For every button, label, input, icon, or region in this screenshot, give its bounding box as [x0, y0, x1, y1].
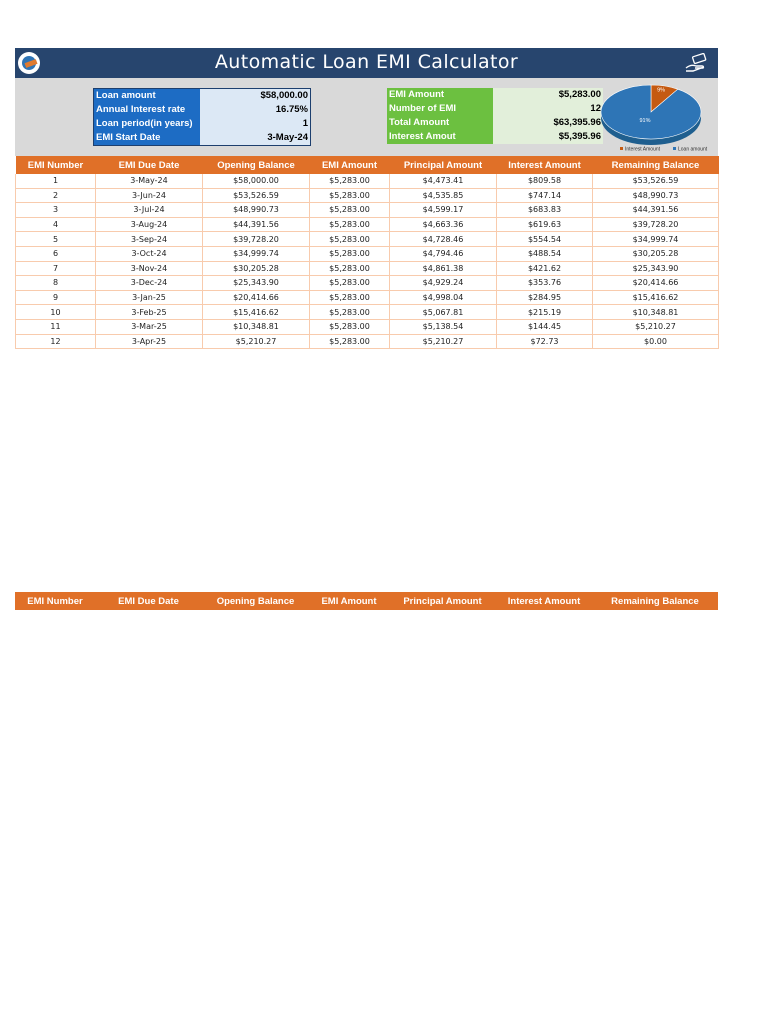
table-cell: $34,999.74	[593, 232, 719, 247]
table-cell: $5,283.00	[310, 261, 390, 276]
column-header: Opening Balance	[203, 156, 310, 174]
table-header-row	[16, 156, 719, 174]
table-cell: 1	[16, 174, 96, 188]
loan-inputs	[93, 88, 311, 146]
summary-row-number-of-emi	[387, 102, 603, 116]
table-cell: 3	[16, 203, 96, 218]
table-cell: $215.19	[497, 305, 593, 320]
summary-label: Total Amount	[387, 116, 493, 130]
pie-data-label: 9%	[657, 87, 666, 94]
table-cell: $144.45	[497, 319, 593, 334]
table-row	[16, 319, 719, 334]
table-cell: 2	[16, 188, 96, 203]
table-cell: $53,526.59	[203, 188, 310, 203]
table-cell: 3-Jun-24	[96, 188, 203, 203]
table-cell: $5,283.00	[310, 305, 390, 320]
table-cell: $4,998.04	[390, 290, 497, 305]
legend-entry: Interest Amount	[625, 146, 661, 153]
table-cell: $5,283.00	[310, 334, 390, 349]
table-cell: 3-Sep-24	[96, 232, 203, 247]
input-row-loan-amount	[94, 89, 310, 103]
table-cell: $353.76	[497, 276, 593, 291]
input-label: Annual Interest rate	[94, 103, 200, 117]
table-cell: $58,000.00	[203, 174, 310, 188]
table-cell: $0.00	[593, 334, 719, 349]
table-cell: 10	[16, 305, 96, 320]
column-header: Interest Amount	[496, 592, 592, 610]
table-cell: 3-Jul-24	[96, 203, 203, 218]
start-date-field[interactable]: 3-May-24	[200, 131, 310, 145]
table-cell: $44,391.56	[593, 203, 719, 218]
table-cell: $39,728.20	[593, 217, 719, 232]
table-cell: $10,348.81	[593, 305, 719, 320]
table-cell: $34,999.74	[203, 246, 310, 261]
legend-swatch	[620, 147, 623, 150]
table-cell: $4,473.41	[390, 174, 497, 188]
column-header: Interest Amount	[497, 156, 593, 174]
calculator-panel	[15, 78, 718, 156]
table-cell: $4,535.85	[390, 188, 497, 203]
table-cell: $72.73	[497, 334, 593, 349]
table-header-row	[15, 592, 718, 610]
pie-slice-2	[601, 85, 701, 139]
table-cell: $683.83	[497, 203, 593, 218]
column-header: Principal Amount	[390, 156, 497, 174]
table-cell: $4,794.46	[390, 246, 497, 261]
loan-summary	[387, 88, 603, 144]
table-cell: $25,343.90	[203, 276, 310, 291]
legend-swatch	[673, 147, 676, 150]
interest-rate-field[interactable]: 16.75%	[200, 103, 310, 117]
table-cell: $25,343.90	[593, 261, 719, 276]
table-row	[16, 276, 719, 291]
legend-entry: Loan amount	[678, 146, 708, 153]
table-cell: $284.95	[497, 290, 593, 305]
table-cell: 3-Nov-24	[96, 261, 203, 276]
table-cell: $15,416.62	[593, 290, 719, 305]
table-cell: $10,348.81	[203, 319, 310, 334]
summary-value: $5,283.00	[493, 88, 603, 102]
hand-money-icon	[684, 53, 708, 73]
table-row	[16, 232, 719, 247]
pie-data-label: 91%	[639, 118, 651, 124]
table-cell: $30,205.28	[203, 261, 310, 276]
loan-amount-field[interactable]: $58,000.00	[200, 89, 310, 103]
column-header: Remaining Balance	[592, 592, 718, 610]
table-cell: $4,861.38	[390, 261, 497, 276]
input-label: EMI Start Date	[94, 131, 200, 145]
summary-value: $5,395.96	[493, 130, 603, 144]
table-cell: $5,210.27	[593, 319, 719, 334]
summary-label: Number of EMI	[387, 102, 493, 116]
loan-period-field[interactable]: 1	[200, 117, 310, 131]
table-cell: $554.54	[497, 232, 593, 247]
pie-chart-svg	[600, 81, 715, 154]
table-cell: $4,929.24	[390, 276, 497, 291]
table-cell: $5,283.00	[310, 217, 390, 232]
interest-vs-loan-pie-chart	[600, 81, 715, 154]
table-cell: $809.58	[497, 174, 593, 188]
summary-row-interest-amount	[387, 130, 603, 144]
table-cell: $5,283.00	[310, 203, 390, 218]
title-bar	[15, 48, 718, 78]
table-cell: $15,416.62	[203, 305, 310, 320]
table-cell: $5,210.27	[203, 334, 310, 349]
column-header: EMI Due Date	[96, 156, 203, 174]
table-cell: $4,728.46	[390, 232, 497, 247]
table-cell: $5,283.00	[310, 290, 390, 305]
table-cell: $5,138.54	[390, 319, 497, 334]
table-cell: $5,283.00	[310, 319, 390, 334]
table-row	[16, 334, 719, 349]
input-label: Loan amount	[94, 89, 200, 103]
table-cell: 7	[16, 261, 96, 276]
table-cell: 3-Jan-25	[96, 290, 203, 305]
table-cell: 6	[16, 246, 96, 261]
table-cell: $48,990.73	[593, 188, 719, 203]
table-cell: $488.54	[497, 246, 593, 261]
table-cell: $20,414.66	[593, 276, 719, 291]
table-cell: $30,205.28	[593, 246, 719, 261]
table-row	[16, 188, 719, 203]
table-row	[16, 203, 719, 218]
column-header: EMI Number	[16, 156, 96, 174]
column-header: EMI Number	[15, 592, 95, 610]
table-cell: 8	[16, 276, 96, 291]
table-cell: 3-Mar-25	[96, 319, 203, 334]
table-cell: 3-Feb-25	[96, 305, 203, 320]
table-cell: 9	[16, 290, 96, 305]
table-cell: 4	[16, 217, 96, 232]
table-cell: 3-Oct-24	[96, 246, 203, 261]
table-cell: $5,283.00	[310, 232, 390, 247]
table-cell: $5,210.27	[390, 334, 497, 349]
table-row	[16, 305, 719, 320]
table-row	[16, 290, 719, 305]
summary-label: Interest Amout	[387, 130, 493, 144]
emi-schedule-table-2	[15, 592, 718, 610]
table-cell: $4,663.36	[390, 217, 497, 232]
table-cell: $5,067.81	[390, 305, 497, 320]
table-cell: $747.14	[497, 188, 593, 203]
summary-row-emi-amount	[387, 88, 603, 102]
column-header: EMI Amount	[309, 592, 389, 610]
table-cell: $44,391.56	[203, 217, 310, 232]
input-row-interest-rate	[94, 103, 310, 117]
table-cell: $4,599.17	[390, 203, 497, 218]
table-cell: 3-Apr-25	[96, 334, 203, 349]
table-cell: 11	[16, 319, 96, 334]
table-cell: 3-May-24	[96, 174, 203, 188]
table-cell: 3-Dec-24	[96, 276, 203, 291]
table-cell: $421.62	[497, 261, 593, 276]
emi-schedule-table	[15, 156, 719, 349]
table-cell: 5	[16, 232, 96, 247]
table-row	[16, 246, 719, 261]
table-cell: $5,283.00	[310, 276, 390, 291]
table-cell: $5,283.00	[310, 246, 390, 261]
table-cell: $5,283.00	[310, 174, 390, 188]
table-row	[16, 174, 719, 188]
summary-label: EMI Amount	[387, 88, 493, 102]
column-header: Opening Balance	[202, 592, 309, 610]
column-header: Principal Amount	[389, 592, 496, 610]
table-cell: $39,728.20	[203, 232, 310, 247]
column-header: EMI Due Date	[95, 592, 202, 610]
table-cell: $5,283.00	[310, 188, 390, 203]
summary-value: $63,395.96	[493, 116, 603, 130]
table-cell: 3-Aug-24	[96, 217, 203, 232]
table-cell: 12	[16, 334, 96, 349]
input-label: Loan period(in years)	[94, 117, 200, 131]
table-cell: $53,526.59	[593, 174, 719, 188]
summary-row-total-amount	[387, 116, 603, 130]
page-title: Automatic Loan EMI Calculator	[214, 51, 519, 73]
column-header: Remaining Balance	[593, 156, 719, 174]
summary-value: 12	[493, 102, 603, 116]
table-cell: $20,414.66	[203, 290, 310, 305]
input-row-start-date	[94, 131, 310, 145]
table-cell: $619.63	[497, 217, 593, 232]
table-cell: $48,990.73	[203, 203, 310, 218]
input-row-loan-period	[94, 117, 310, 131]
column-header: EMI Amount	[310, 156, 390, 174]
table-row	[16, 261, 719, 276]
table-row	[16, 217, 719, 232]
